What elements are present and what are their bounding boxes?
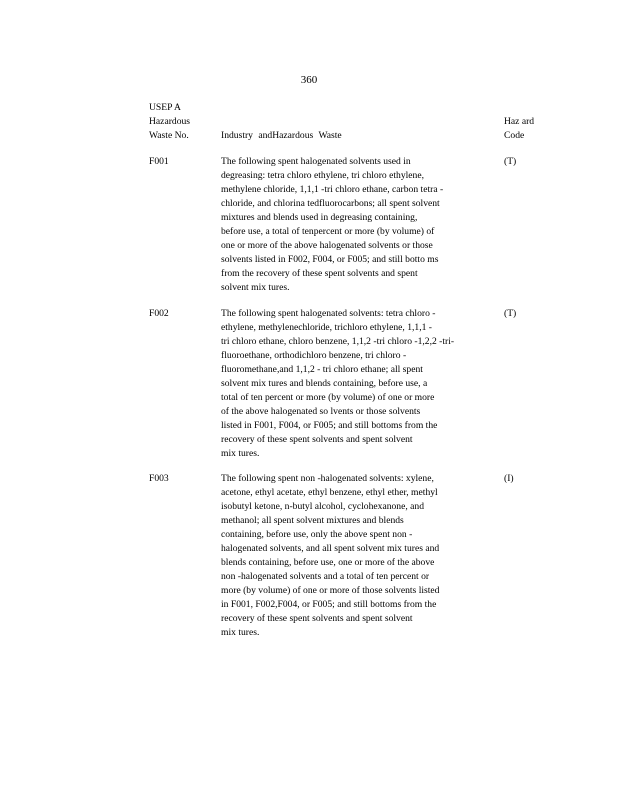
- header-line: Code: [504, 130, 525, 141]
- description-line: methylene chloride, 1,1,1 -tri chloro ethane, carbon tetra -: [221, 184, 444, 195]
- description-line: recovery of these spent solvents and spent solvent: [221, 434, 413, 445]
- description-line: acetone, ethyl acetate, ethyl benzene, ethyl ether, methyl: [221, 487, 438, 498]
- description-line: of the above halogenated so lvents or those solvents: [221, 406, 421, 417]
- description-line: before use, a total of tenpercent or more (by volume) of: [221, 226, 435, 237]
- description-line: recovery of these spent solvents and spent solvent: [221, 613, 413, 624]
- header-line: Haz ard: [504, 116, 535, 127]
- description-line: containing, before use, only the above spent non -: [221, 529, 413, 540]
- description-line: methanol; all spent solvent mixtures and blends: [221, 515, 404, 526]
- header-line: Hazardous: [149, 116, 191, 127]
- description-line: isobutyl ketone, n-butyl alcohol, cyclohexanone, and: [221, 501, 425, 512]
- header-line: USEP A: [149, 102, 181, 113]
- description-line: The following spent halogenated solvents used in: [221, 156, 411, 167]
- waste-description: [221, 307, 491, 461]
- description-line: chloride, and chlorina tedfluorocarbons; all spent solvent: [221, 198, 440, 209]
- description-line: listed in F001, F004, or F005; and still bottoms from the: [221, 420, 438, 431]
- description-line: solvents listed in F002, F004, or F005; and still botto ms: [221, 254, 439, 265]
- description-line: fluoroethane, orthodichloro benzene, tri chloro -: [221, 350, 407, 361]
- header-industry-waste: Industry andHazardous Waste: [221, 130, 342, 141]
- waste-code: F003: [149, 473, 169, 484]
- hazard-code: (I): [504, 473, 514, 484]
- description-line: mix tures.: [221, 627, 260, 638]
- header-line: Waste No.: [149, 130, 189, 141]
- description-line: more (by volume) of one or more of those solvents listed: [221, 585, 440, 596]
- description-line: blends containing, before use, one or more of the above: [221, 557, 435, 568]
- description-line: solvent mix tures.: [221, 282, 290, 293]
- description-line: mix tures.: [221, 448, 260, 459]
- hazard-code: (T): [504, 308, 517, 319]
- description-line: one or more of the above halogenated solvents or those: [221, 240, 433, 251]
- waste-code: F002: [149, 308, 169, 319]
- description-line: total of ten percent or more (by volume) of one or more: [221, 392, 435, 403]
- description-line: solvent mix tures and blends containing, before use, a: [221, 378, 428, 389]
- waste-code: F001: [149, 156, 169, 167]
- header-hazard-code: [504, 115, 564, 143]
- description-line: from the recovery of these spent solvents and spent: [221, 268, 418, 279]
- description-line: degreasing: tetra chloro ethylene, tri chloro ethylene,: [221, 170, 424, 181]
- description-line: ethylene, methylenechloride, trichloro ethylene, 1,1,1 -: [221, 322, 432, 333]
- description-line: fluoromethane,and 1,1,2 - tri chloro ethane; all spent: [221, 364, 423, 375]
- page-number: 360: [300, 74, 318, 86]
- waste-description: [221, 155, 491, 295]
- header-waste-number: [149, 101, 219, 143]
- description-line: mixtures and blends used in degreasing containing,: [221, 212, 418, 223]
- description-line: halogenated solvents, and all spent solvent mix tures and: [221, 543, 440, 554]
- description-line: tri chloro ethane, chloro benzene, 1,1,2 -tri chloro -1,2,2 -tri-: [221, 336, 455, 347]
- description-line: non -halogenated solvents and a total of ten percent or: [221, 571, 430, 582]
- description-line: in F001, F002,F004, or F005; and still bottoms from the: [221, 599, 437, 610]
- waste-description: [221, 472, 491, 640]
- description-line: The following spent non -halogenated solvents: xylene,: [221, 473, 434, 484]
- hazard-code: (T): [504, 156, 517, 167]
- description-line: The following spent halogenated solvents: tetra chloro -: [221, 308, 436, 319]
